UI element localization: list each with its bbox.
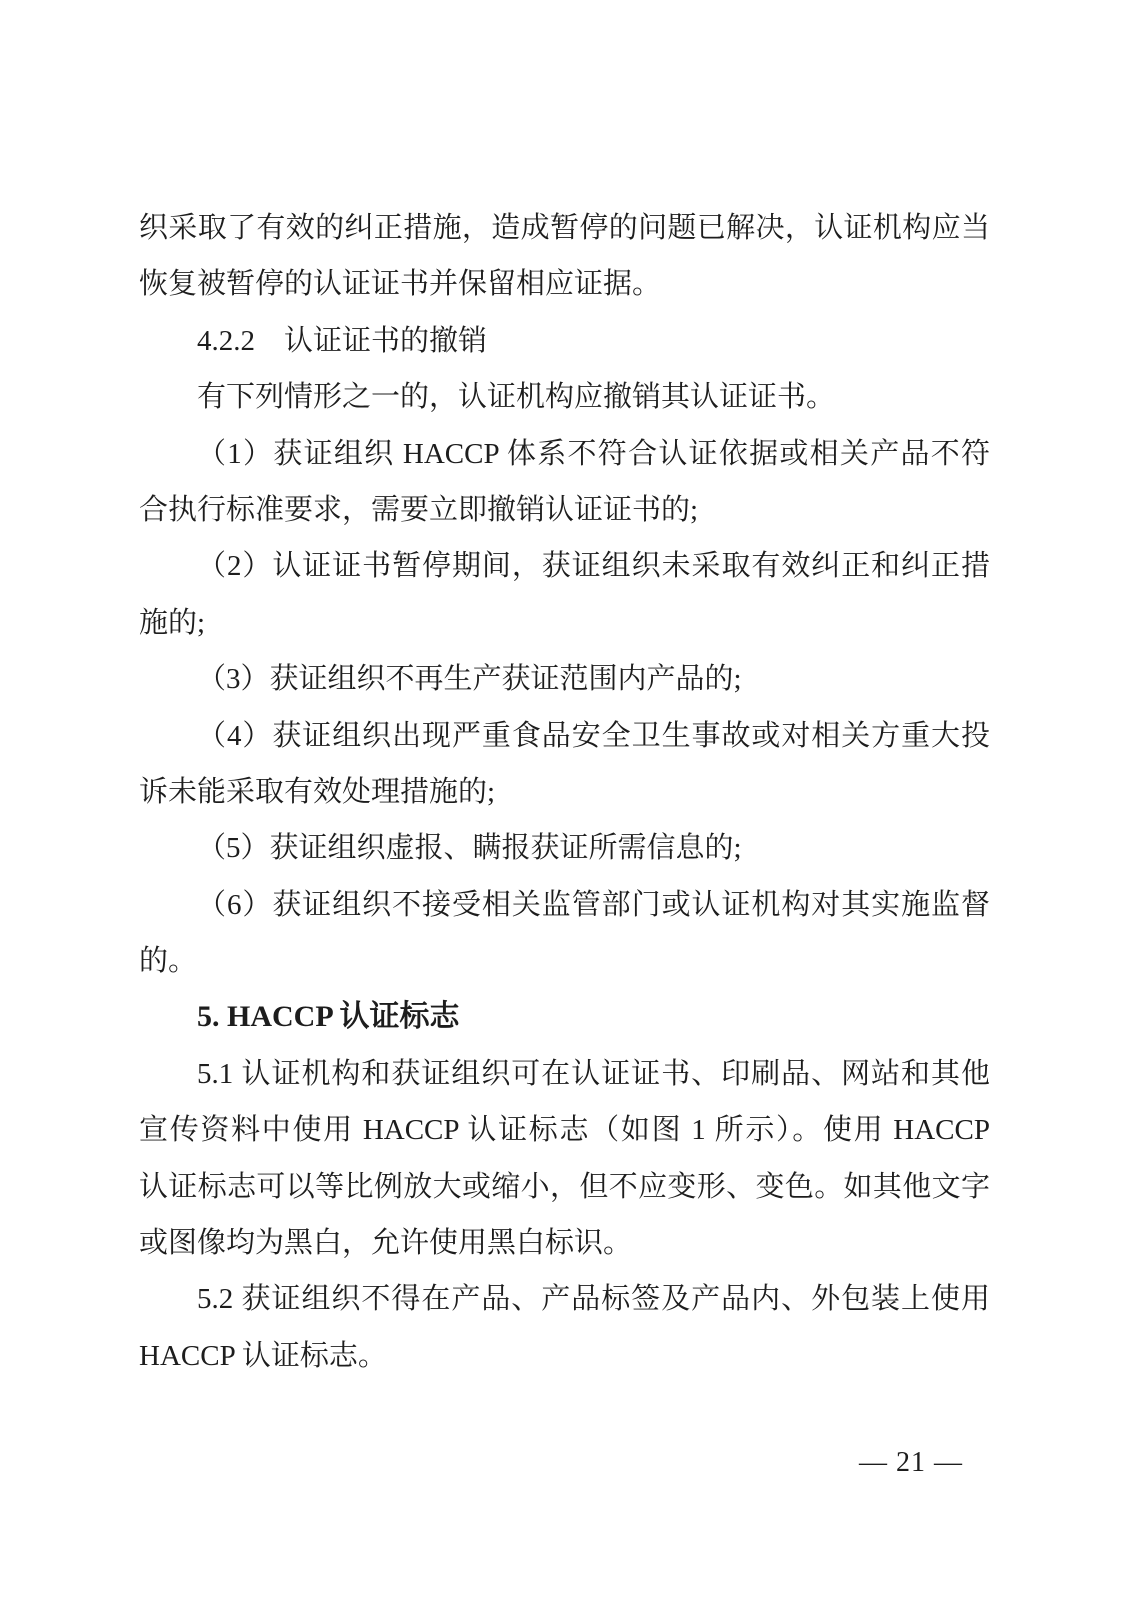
text-line: HACCP 认证标志。 — [139, 1339, 387, 1372]
text-line: 合执行标准要求，需要立即撤销认证证书的; — [139, 493, 699, 526]
document-body — [139, 200, 990, 1384]
text-line: （1）获证组织 HACCP 体系不符合认证依据或相关产品不符 — [197, 437, 990, 470]
text-line: 织采取了有效的纠正措施，造成暂停的问题已解决，认证机构应当 — [139, 212, 990, 244]
text-line: 的。 — [139, 945, 198, 978]
text-line: 认证标志可以等比例放大或缩小，但不应变形、变色。如其他文字 — [139, 1170, 990, 1203]
text-line: 恢复被暂停的认证证书并保留相应证据。 — [139, 268, 662, 301]
text-line: 5.1 认证机构和获证组织可在认证证书、印刷品、网站和其他 — [197, 1057, 990, 1090]
text-line: （2）认证证书暂停期间，获证组织未采取有效纠正和纠正措 — [197, 550, 990, 583]
text-line: 有下列情形之一的，认证机构应撤销其认证证书。 — [197, 381, 836, 414]
text-line: （5）获证组织虚报、瞒报获证所需信息的; — [197, 832, 742, 865]
text-line: 诉未能采取有效处理措施的; — [139, 775, 496, 808]
text-line: 宣传资料中使用 HACCP 认证标志（如图 1 所示）。使用 HACCP — [139, 1114, 990, 1147]
text-line: 或图像均为黑白，允许使用黑白标识。 — [139, 1227, 633, 1260]
text-line: （4）获证组织出现严重食品安全卫生事故或对相关方重大投 — [197, 719, 990, 752]
text-line: 施的; — [139, 606, 206, 639]
text-line: （3）获证组织不再生产获证范围内产品的; — [197, 663, 742, 696]
text-line: 5.2 获证组织不得在产品、产品标签及产品内、外包装上使用 — [197, 1283, 990, 1316]
page-number: — 21 — — [859, 1447, 963, 1478]
section-heading: 5. HACCP 认证标志 — [197, 1000, 460, 1034]
subsection-heading: 4.2.2 认证证书的撤销 — [197, 324, 488, 357]
text-line: （6）获证组织不接受相关监管部门或认证机构对其实施监督 — [197, 888, 990, 921]
